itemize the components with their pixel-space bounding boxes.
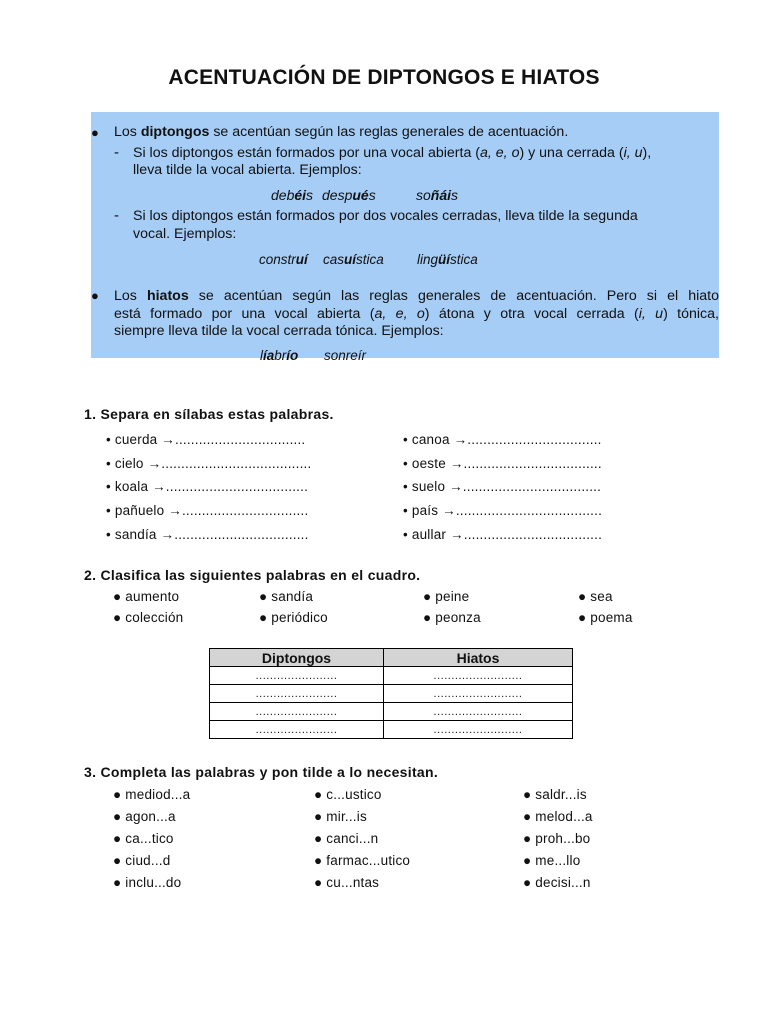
exercise1-item-suelo: • suelo →...................................	[403, 479, 602, 494]
rule-hiatos-line2: está formado por una vocal abierta (a, e, o) átona y otra vocal cerrada (i, u) tónica,	[114, 306, 719, 322]
table-row	[210, 703, 573, 721]
exercise1-item-canoa: • canoa →..................................	[403, 432, 602, 447]
exercise3-item: ● melod...a	[523, 809, 593, 824]
exercise3-item: ● mir...is	[314, 809, 367, 824]
table-cell[interactable]: .........................	[384, 667, 573, 685]
rule-diptongos-sub2-line2: vocal. Ejemplos:	[133, 226, 237, 242]
table-cell[interactable]: .......................	[210, 703, 384, 721]
rule-diptongos-sub1-line2: lleva tilde la vocal abierta. Ejemplos:	[133, 162, 362, 178]
page-title: ACENTUACIÓN DE DIPTONGOS E HIATOS	[168, 66, 600, 89]
example-liabrio: líabrío	[260, 348, 299, 363]
exercise1-item-panuelo: • pañuelo →................................	[106, 503, 309, 518]
table-row	[210, 685, 573, 703]
table-cell[interactable]: .......................	[210, 685, 384, 703]
exercise2-word-coleccion: ● colección	[113, 610, 184, 625]
table-header-hiatos: Hiatos	[384, 649, 573, 667]
exercise3-item: ● inclu...do	[113, 875, 182, 890]
exercise3-title: 3. Completa las palabras y pon tilde a lo necesitan.	[84, 764, 439, 780]
table-row	[210, 667, 573, 685]
exercise1-item-sandia: • sandía →..................................	[106, 527, 309, 542]
exercise2-word-peine: ● peine	[423, 589, 470, 604]
classification-table	[209, 648, 573, 739]
exercise2-word-sandia: ● sandía	[259, 589, 314, 604]
example-debeis: debéis	[271, 187, 314, 203]
exercise1-item-koala: • koala →....................................	[106, 479, 309, 494]
exercise2-word-peonza: ● peonza	[423, 610, 481, 625]
exercise2-word-sea: ● sea	[578, 589, 613, 604]
table-row	[210, 721, 573, 739]
table-cell[interactable]: .......................	[210, 721, 384, 739]
exercise3-item: ● canci...n	[314, 831, 379, 846]
example-linguistica: lingüística	[417, 252, 478, 267]
dash-diptongos-2: -	[114, 207, 119, 224]
exercise1-item-cielo: • cielo →......................................	[106, 456, 312, 471]
example-construi: construí	[259, 252, 308, 267]
exercise3-item: ● proh...bo	[523, 831, 591, 846]
exercise3-item: ● c...ustico	[314, 787, 382, 802]
exercise1-item-pais: • país →.....................................	[403, 503, 603, 518]
rule-hiatos-line3: siempre lleva tilde la vocal cerrada tónica. Ejemplos:	[114, 323, 444, 339]
example-despues: después	[322, 187, 376, 203]
exercise3-item: ● saldr...is	[523, 787, 587, 802]
rule-hiatos-line1: Los hiatos se acentúan según las reglas generales de acentuación. Pero si el hiato	[114, 288, 719, 304]
exercise1-title: 1. Separa en sílabas estas palabras.	[84, 406, 334, 422]
table-cell[interactable]: .........................	[384, 703, 573, 721]
exercise3-item: ● me...llo	[523, 853, 581, 868]
example-sonreir: sonreír	[324, 348, 367, 363]
example-sonais: soñáis	[416, 187, 459, 203]
exercise1-item-aullar: • aullar →...................................	[403, 527, 603, 542]
bullet-hiatos: ●	[91, 288, 99, 303]
exercise2-word-periodico: ● periódico	[259, 610, 328, 625]
bullet-diptongos: ●	[91, 125, 99, 140]
exercise2-word-poema: ● poema	[578, 610, 633, 625]
dash-diptongos-1: -	[114, 144, 119, 161]
exercise3-item: ● farmac...utico	[314, 853, 411, 868]
exercise3-item: ● agon...a	[113, 809, 176, 824]
exercise2-title: 2. Clasifica las siguientes palabras en el cuadro.	[84, 567, 421, 583]
table-cell[interactable]: .......................	[210, 667, 384, 685]
rule-diptongos-line: Los diptongos se acentúan según las reglas generales de acentuación.	[114, 124, 569, 140]
rule-diptongos-sub2-line1: Si los diptongos están formados por dos vocales cerradas, lleva tilde la segunda	[133, 208, 638, 224]
rule-diptongos-sub1-line1: Si los diptongos están formados por una vocal abierta (a, e, o) y una cerrada (i, u),	[133, 145, 652, 161]
exercise3-item: ● ca...tico	[113, 831, 174, 846]
example-casuistica: casuística	[323, 252, 384, 267]
table-cell[interactable]: .........................	[384, 685, 573, 703]
exercise3-item: ● ciud...d	[113, 853, 171, 868]
table-header-diptongos: Diptongos	[210, 649, 384, 667]
exercise3-item: ● mediod...a	[113, 787, 191, 802]
exercise3-item: ● decisi...n	[523, 875, 591, 890]
table-cell[interactable]: .........................	[384, 721, 573, 739]
exercise2-word-aumento: ● aumento	[113, 589, 180, 604]
exercise1-item-oeste: • oeste →...................................	[403, 456, 602, 471]
exercise3-item: ● cu...ntas	[314, 875, 380, 890]
exercise1-item-cuerda: • cuerda →.................................	[106, 432, 306, 447]
